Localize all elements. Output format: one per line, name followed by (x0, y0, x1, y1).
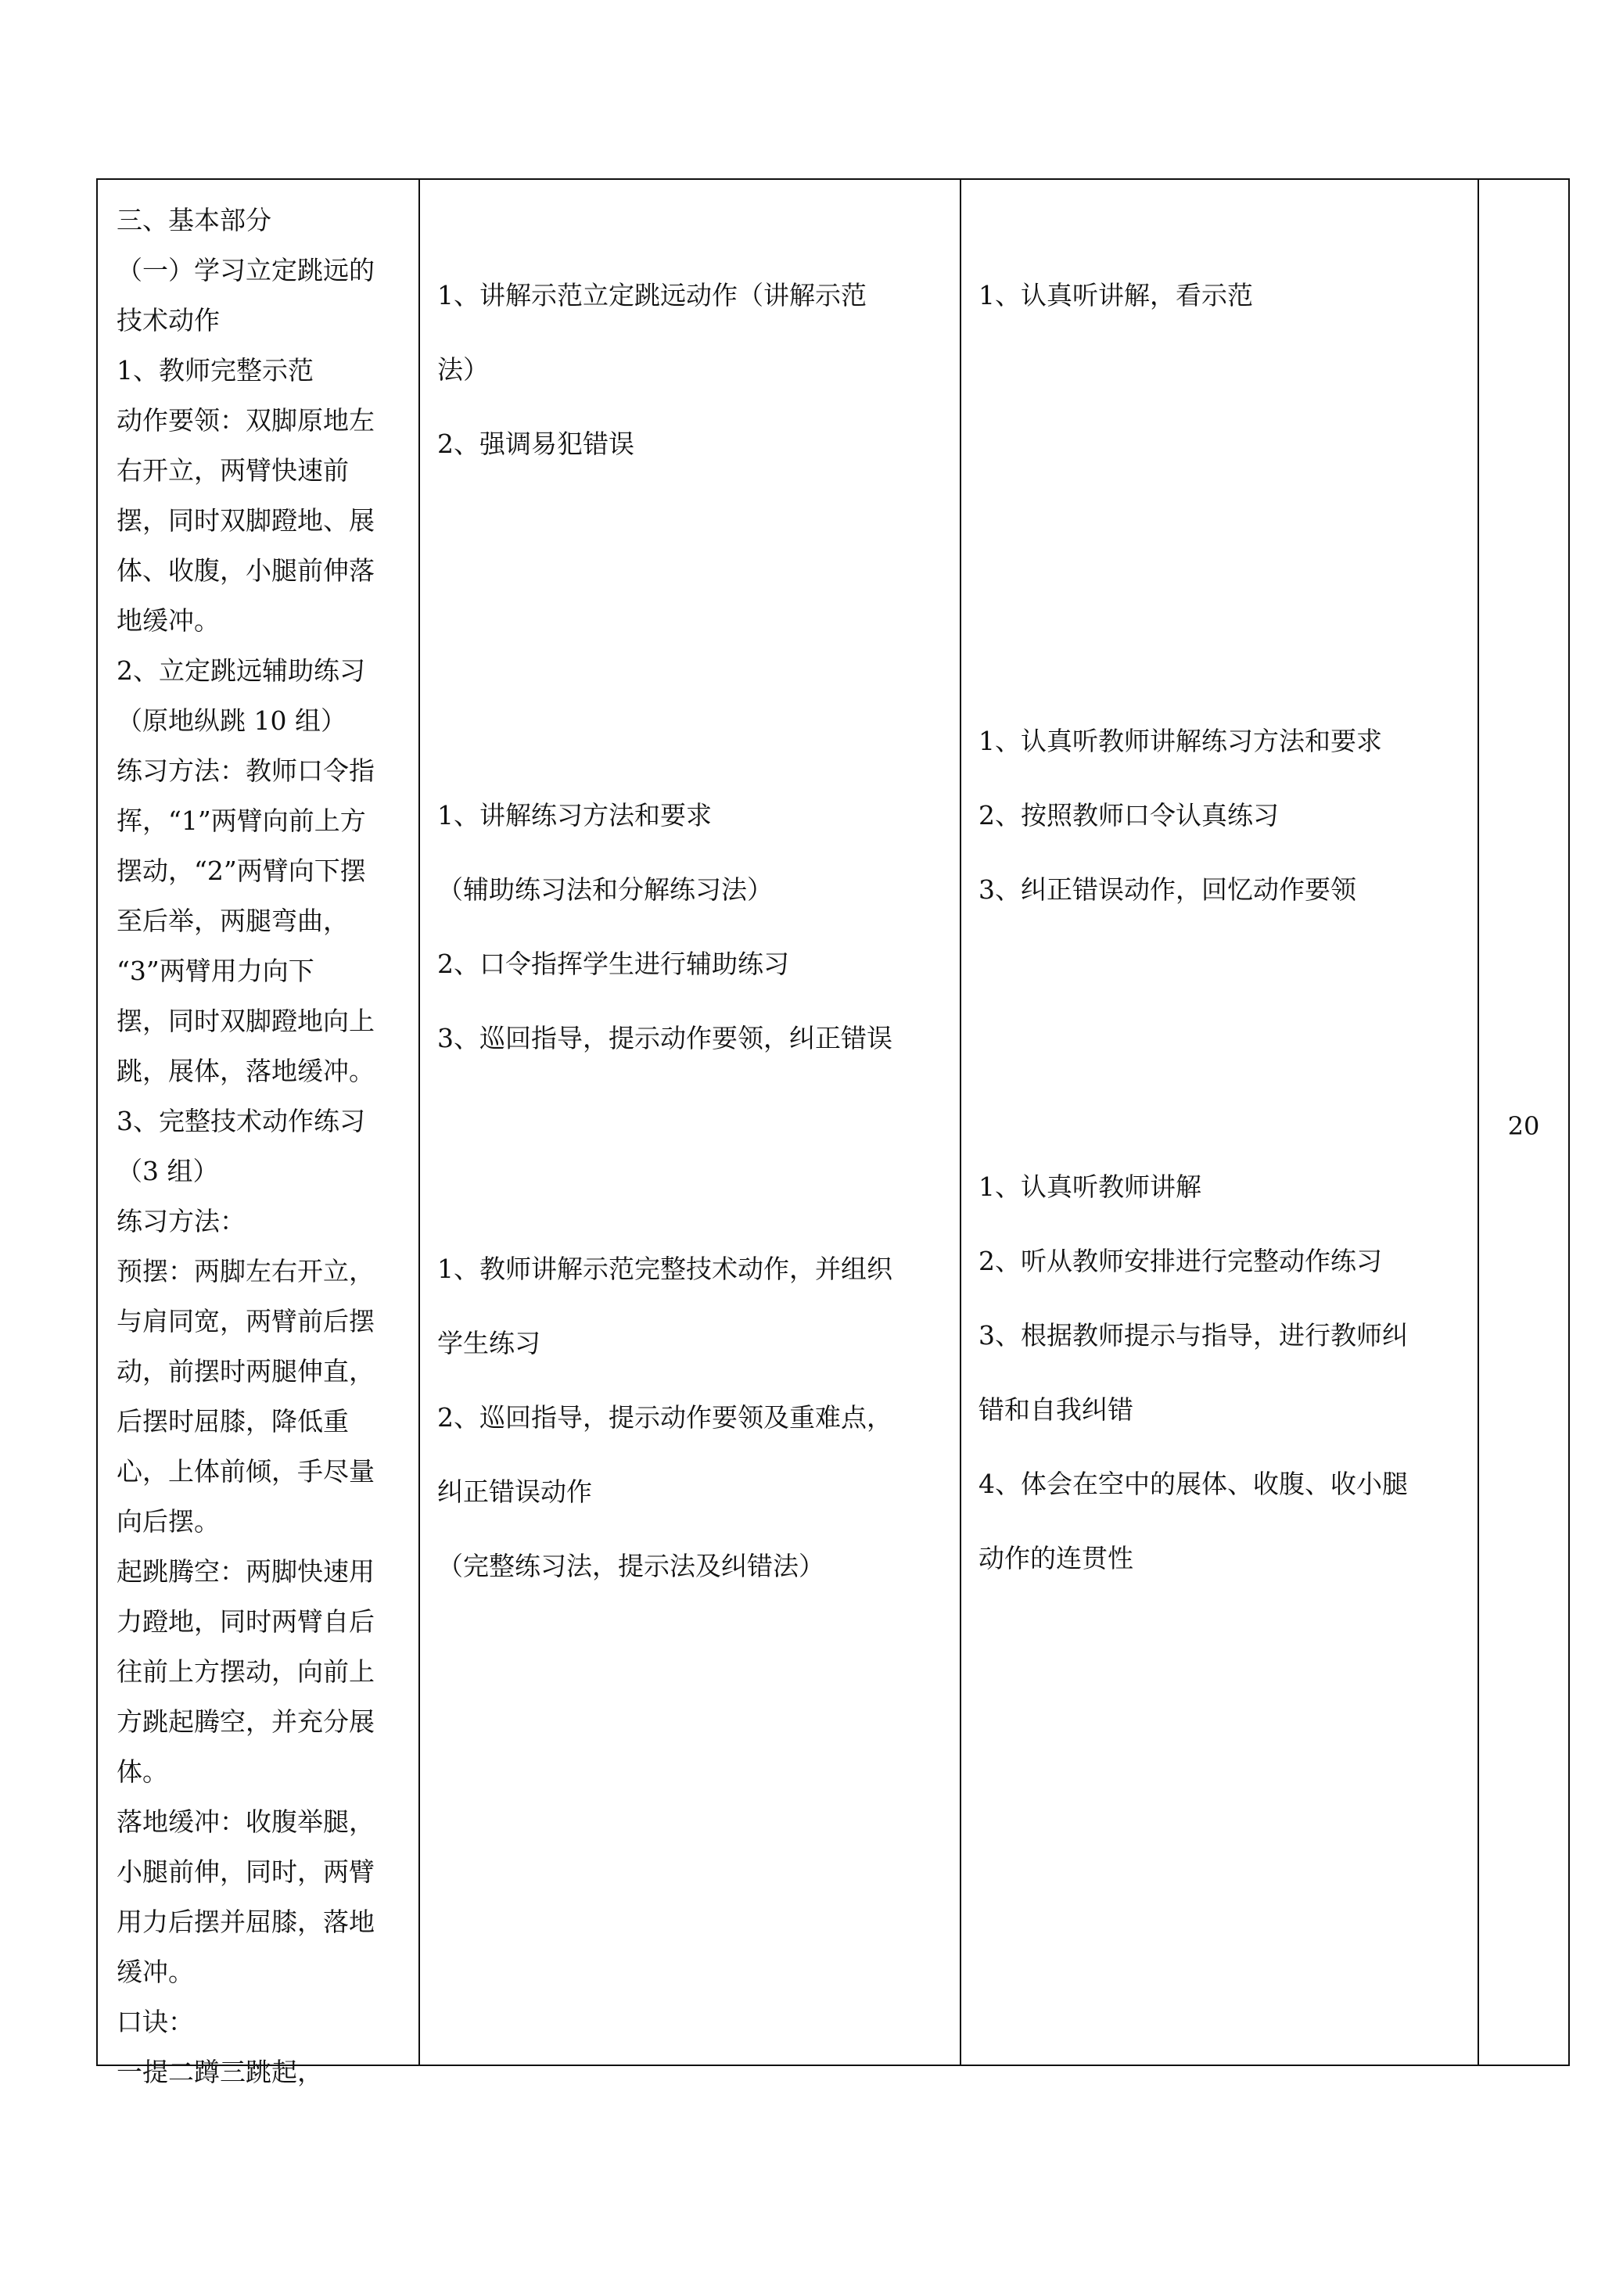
student-line: 错和自我纠错 (978, 1394, 1133, 1425)
content-line: 2、立定跳远辅助练习 (117, 655, 365, 686)
content-line: 小腿前伸，同时，两臂 (117, 1857, 375, 1887)
content-line: 后摆时屈膝，降低重 (117, 1406, 349, 1437)
teacher-line: （完整练习法，提示法及纠错法） (437, 1551, 824, 1581)
content-line: 摆，同时双脚蹬地、展 (117, 505, 375, 536)
content-line: 落地缓冲：收腹举腿， (117, 1806, 375, 1837)
student-line: 3、纠正错误动作，回忆动作要领 (978, 874, 1356, 905)
student-line: 4、体会在空中的展体、收腹、收小腿 (978, 1469, 1408, 1499)
teacher-line: 纠正错误动作 (437, 1476, 592, 1507)
student-line: 1、认真听教师讲解练习方法和要求 (978, 726, 1382, 756)
student-group-2 (978, 704, 1463, 927)
student-line: 3、根据教师提示与指导，进行教师纠 (978, 1320, 1408, 1351)
content-line: 力蹬地，同时两臂自后 (117, 1606, 375, 1637)
content-line: 练习方法： (117, 1206, 246, 1236)
content-line: 一提二蹲三跳起， (117, 2057, 323, 2087)
content-line: 体、收腹，小腿前伸落 (117, 555, 375, 586)
content-line: 口诀： (117, 2007, 194, 2037)
content-line: 方跳起腾空，并充分展 (117, 1706, 375, 1737)
content-line: （一）学习立定跳远的 (117, 255, 375, 285)
content-line: 摆动，“2”两臂向下摆 (117, 856, 366, 886)
teacher-line: 学生练习 (437, 1328, 540, 1358)
teacher-line: 1、讲解示范立定跳远动作（讲解示范 (437, 280, 867, 310)
content-line: 练习方法：教师口令指 (117, 755, 375, 786)
content-line: 往前上方摆动，向前上 (117, 1656, 375, 1687)
student-group-1 (978, 258, 1463, 332)
content-line: 跳，展体，落地缓冲。 (117, 1056, 375, 1086)
content-line: 摆，同时双脚蹬地向上 (117, 1006, 375, 1036)
content-line: 用力后摆并屈膝，落地 (117, 1907, 375, 1937)
content-line: 技术动作 (117, 305, 220, 335)
content-line: 体。 (117, 1756, 168, 1787)
content-line: 与肩同宽，两臂前后摆 (117, 1306, 375, 1336)
content-line: 3、完整技术动作练习 (117, 1106, 365, 1136)
teacher-group-2 (437, 778, 946, 1075)
teacher-activity-cell (420, 180, 960, 2065)
teacher-line: （辅助练习法和分解练习法） (437, 874, 773, 905)
teacher-line: 法） (437, 354, 489, 385)
lesson-plan-table (96, 178, 1570, 2087)
teacher-group-1 (437, 258, 946, 481)
content-line: 起跳腾空：两脚快速用 (117, 1556, 375, 1587)
content-line: （3 组） (117, 1156, 219, 1186)
teacher-line: 2、强调易犯错误 (437, 429, 634, 459)
content-line: 右开立，两臂快速前 (117, 455, 349, 486)
content-line: 至后举，两腿弯曲， (117, 906, 349, 936)
content-line: 预摆：两脚左右开立， (117, 1256, 375, 1286)
teacher-line: 2、巡回指导，提示动作要领及重难点， (437, 1402, 892, 1433)
content-cell (98, 180, 418, 2087)
content-line: 向后摆。 (117, 1506, 220, 1537)
content-line: “3”两臂用力向下 (117, 956, 314, 986)
teacher-line: 3、巡回指导，提示动作要领，纠正错误 (437, 1023, 892, 1053)
student-activity-cell (961, 180, 1478, 2065)
teacher-line: 1、教师讲解示范完整技术动作，并组织 (437, 1254, 892, 1284)
teacher-group-3 (437, 1232, 946, 1603)
time-value: 20 (1507, 1111, 1540, 1141)
student-line: 2、听从教师安排进行完整动作练习 (978, 1246, 1382, 1276)
content-line: 动作要领：双脚原地左 (117, 405, 375, 436)
student-line: 1、认真听讲解，看示范 (978, 280, 1253, 310)
student-group-3 (978, 1150, 1463, 1595)
content-line: 心，上体前倾，手尽量 (117, 1456, 375, 1487)
student-line: 2、按照教师口令认真练习 (978, 800, 1279, 831)
teacher-line: 1、讲解练习方法和要求 (437, 800, 712, 831)
teacher-line: 2、口令指挥学生进行辅助练习 (437, 949, 789, 979)
student-line: 1、认真听教师讲解 (978, 1171, 1201, 1202)
content-line: 挥，“1”两臂向前上方 (117, 805, 366, 836)
content-line: 地缓冲。 (117, 605, 220, 636)
content-line: （原地纵跳 10 组） (117, 705, 347, 736)
content-line: 1、教师完整示范 (117, 355, 314, 386)
content-line: 动，前摆时两腿伸直， (117, 1356, 375, 1387)
content-line: 三、基本部分 (117, 205, 271, 235)
student-line: 动作的连贯性 (978, 1543, 1133, 1573)
time-cell (1479, 180, 1568, 2065)
content-line: 缓冲。 (117, 1957, 194, 1987)
